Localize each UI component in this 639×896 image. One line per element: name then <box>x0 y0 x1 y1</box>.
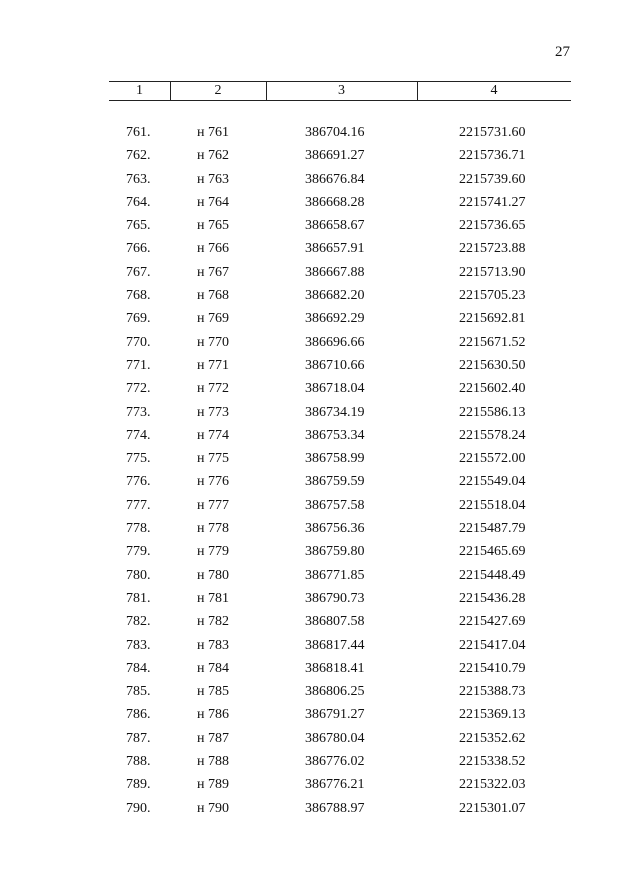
y-coordinate: 2215322.03 <box>459 777 526 793</box>
row-number: 780. <box>126 567 151 583</box>
y-coordinate: 2215465.69 <box>459 544 526 560</box>
table-row <box>109 284 571 307</box>
table-row <box>109 610 571 633</box>
table-row <box>109 331 571 354</box>
point-id: н 778 <box>197 521 229 537</box>
y-coordinate: 2215417.04 <box>459 637 526 653</box>
table-row <box>109 237 571 260</box>
point-id: н 766 <box>197 241 229 257</box>
row-number: 777. <box>126 497 151 513</box>
row-number: 765. <box>126 218 151 234</box>
header-col-2: 2 <box>214 83 222 98</box>
x-coordinate: 386759.80 <box>305 544 365 560</box>
row-number: 778. <box>126 521 151 537</box>
table-row <box>109 517 571 540</box>
point-id: н 780 <box>197 567 229 583</box>
table-row <box>109 680 571 703</box>
y-coordinate: 2215692.81 <box>459 311 526 327</box>
x-coordinate: 386771.85 <box>305 567 365 583</box>
y-coordinate: 2215741.27 <box>459 194 526 210</box>
row-number: 772. <box>126 381 151 397</box>
row-number: 776. <box>126 474 151 490</box>
x-coordinate: 386691.27 <box>305 148 365 164</box>
table-row <box>109 168 571 191</box>
y-coordinate: 2215338.52 <box>459 754 526 770</box>
row-number: 789. <box>126 777 151 793</box>
table-row <box>109 797 571 820</box>
x-coordinate: 386667.88 <box>305 264 365 280</box>
table-row <box>109 424 571 447</box>
y-coordinate: 2215436.28 <box>459 590 526 606</box>
point-id: н 777 <box>197 497 229 513</box>
table-header <box>109 81 571 101</box>
point-id: н 782 <box>197 614 229 630</box>
y-coordinate: 2215723.88 <box>459 241 526 257</box>
table-row <box>109 470 571 493</box>
y-coordinate: 2215369.13 <box>459 707 526 723</box>
y-coordinate: 2215731.60 <box>459 125 526 140</box>
table-row <box>109 564 571 587</box>
row-number: 781. <box>126 590 151 606</box>
x-coordinate: 386753.34 <box>305 427 365 443</box>
y-coordinate: 2215487.79 <box>459 521 526 537</box>
point-id: н 783 <box>197 637 229 653</box>
x-coordinate: 386758.99 <box>305 451 365 467</box>
table-row <box>109 727 571 750</box>
y-coordinate: 2215518.04 <box>459 497 526 513</box>
y-coordinate: 2215352.62 <box>459 730 526 746</box>
table-row <box>109 750 571 773</box>
point-id: н 770 <box>197 334 229 350</box>
point-id: н 787 <box>197 730 229 746</box>
point-id: н 788 <box>197 754 229 770</box>
row-number: 766. <box>126 241 151 257</box>
table-row <box>109 121 571 144</box>
table-row <box>109 261 571 284</box>
y-coordinate: 2215572.00 <box>459 451 526 467</box>
row-number: 774. <box>126 427 151 443</box>
row-number: 784. <box>126 660 151 676</box>
x-coordinate: 386806.25 <box>305 684 365 700</box>
row-number: 787. <box>126 730 151 746</box>
header-col-3: 3 <box>338 83 345 98</box>
table-row <box>109 494 571 517</box>
row-number: 768. <box>126 288 151 304</box>
point-id: н 774 <box>197 427 229 443</box>
table-row <box>109 447 571 470</box>
row-number: 767. <box>126 264 151 280</box>
row-number: 779. <box>126 544 151 560</box>
x-coordinate: 386817.44 <box>305 637 365 653</box>
point-id: н 763 <box>197 171 229 187</box>
point-id: н 761 <box>197 125 229 140</box>
x-coordinate: 386776.21 <box>305 777 365 793</box>
point-id: н 785 <box>197 684 229 700</box>
y-coordinate: 2215739.60 <box>459 171 526 187</box>
table-row <box>109 307 571 330</box>
table-row <box>109 703 571 726</box>
y-coordinate: 2215736.65 <box>459 218 526 234</box>
x-coordinate: 386756.36 <box>305 521 365 537</box>
y-coordinate: 2215410.79 <box>459 660 526 676</box>
coordinates-table <box>109 81 571 816</box>
row-number: 788. <box>126 754 151 770</box>
row-number: 769. <box>126 311 151 327</box>
x-coordinate: 386757.58 <box>305 497 365 513</box>
point-id: н 765 <box>197 218 229 234</box>
row-number: 773. <box>126 404 151 420</box>
x-coordinate: 386692.29 <box>305 311 365 327</box>
row-number: 770. <box>126 334 151 350</box>
header-col-1: 1 <box>136 83 143 98</box>
row-number: 790. <box>126 800 151 816</box>
y-coordinate: 2215671.52 <box>459 334 526 350</box>
x-coordinate: 386780.04 <box>305 730 365 746</box>
table-row <box>109 540 571 563</box>
x-coordinate: 386704.16 <box>305 125 365 140</box>
point-id: н 769 <box>197 311 229 327</box>
row-number: 762. <box>126 148 151 164</box>
x-coordinate: 386718.04 <box>305 381 365 397</box>
x-coordinate: 386790.73 <box>305 590 365 606</box>
x-coordinate: 386710.66 <box>305 357 365 373</box>
y-coordinate: 2215705.23 <box>459 288 526 304</box>
x-coordinate: 386776.02 <box>305 754 365 770</box>
row-number: 782. <box>126 614 151 630</box>
point-id: н 789 <box>197 777 229 793</box>
table-row <box>109 144 571 167</box>
y-coordinate: 2215301.07 <box>459 800 526 816</box>
y-coordinate: 2215427.69 <box>459 614 526 630</box>
y-coordinate: 2215602.40 <box>459 381 526 397</box>
table-body <box>109 121 571 820</box>
table-row <box>109 773 571 796</box>
point-id: н 784 <box>197 660 229 676</box>
y-coordinate: 2215549.04 <box>459 474 526 490</box>
point-id: н 767 <box>197 264 229 280</box>
y-coordinate: 2215630.50 <box>459 357 526 373</box>
header-col-4: 4 <box>490 83 498 98</box>
y-coordinate: 2215448.49 <box>459 567 526 583</box>
table-row <box>109 634 571 657</box>
point-id: н 768 <box>197 288 229 304</box>
x-coordinate: 386682.20 <box>305 288 365 304</box>
point-id: н 776 <box>197 474 229 490</box>
point-id: н 786 <box>197 707 229 723</box>
row-number: 785. <box>126 684 151 700</box>
y-coordinate: 2215586.13 <box>459 404 526 420</box>
point-id: н 781 <box>197 590 229 606</box>
x-coordinate: 386657.91 <box>305 241 365 257</box>
table-row <box>109 377 571 400</box>
row-number: 786. <box>126 707 151 723</box>
row-number: 764. <box>126 194 151 210</box>
row-number: 783. <box>126 637 151 653</box>
point-id: н 772 <box>197 381 229 397</box>
row-number: 761. <box>126 125 151 140</box>
table-row <box>109 191 571 214</box>
table-row <box>109 587 571 610</box>
x-coordinate: 386791.27 <box>305 707 365 723</box>
point-id: н 790 <box>197 800 229 816</box>
y-coordinate: 2215578.24 <box>459 427 526 443</box>
table-row <box>109 214 571 237</box>
page-number: 27 <box>555 44 570 60</box>
point-id: н 764 <box>197 194 229 210</box>
point-id: н 773 <box>197 404 229 420</box>
point-id: н 775 <box>197 451 229 467</box>
table-row <box>109 657 571 680</box>
table-row <box>109 354 571 377</box>
point-id: н 771 <box>197 357 229 373</box>
x-coordinate: 386676.84 <box>305 171 365 187</box>
table-row <box>109 401 571 424</box>
y-coordinate: 2215388.73 <box>459 684 526 700</box>
y-coordinate: 2215713.90 <box>459 264 526 280</box>
x-coordinate: 386759.59 <box>305 474 365 490</box>
row-number: 771. <box>126 357 151 373</box>
x-coordinate: 386788.97 <box>305 800 365 816</box>
point-id: н 779 <box>197 544 229 560</box>
point-id: н 762 <box>197 148 229 164</box>
x-coordinate: 386696.66 <box>305 334 365 350</box>
y-coordinate: 2215736.71 <box>459 148 526 164</box>
x-coordinate: 386807.58 <box>305 614 365 630</box>
row-number: 763. <box>126 171 151 187</box>
x-coordinate: 386734.19 <box>305 404 365 420</box>
row-number: 775. <box>126 451 151 467</box>
x-coordinate: 386658.67 <box>305 218 365 234</box>
x-coordinate: 386668.28 <box>305 194 365 210</box>
x-coordinate: 386818.41 <box>305 660 365 676</box>
